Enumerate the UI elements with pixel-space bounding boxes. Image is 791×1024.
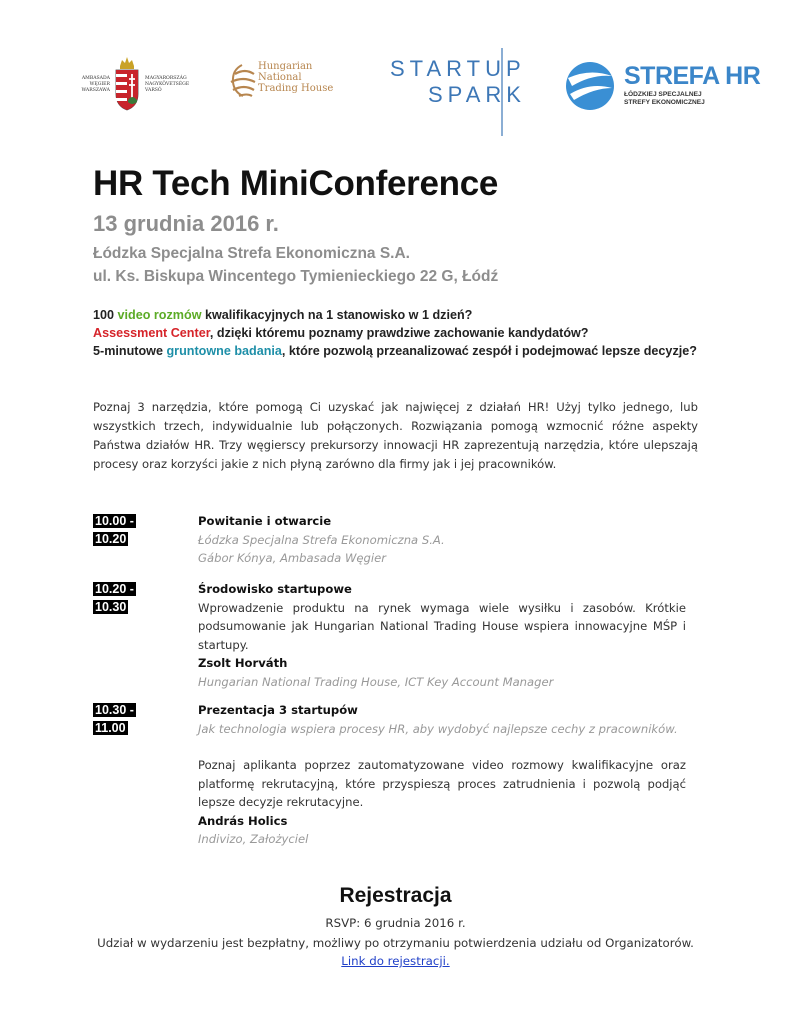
agenda-speaker-role: Indivizo, Założyciel: [198, 832, 309, 846]
strefa-hr-logo: [564, 58, 764, 118]
agenda-item: [198, 580, 686, 691]
logo-strip: [70, 44, 770, 139]
agenda-speaker-role: Hungarian National Trading House, ICT Key Account Manager: [198, 674, 554, 689]
time-end: 10.30: [95, 600, 127, 614]
question-3: [93, 342, 703, 360]
question-2: [93, 324, 703, 342]
strefa-sub-line: STREFY EKONOMICZNEJ: [624, 98, 705, 106]
agenda-time: [93, 512, 143, 548]
registration-rsvp: RSVP: 6 grudnia 2016 r.: [325, 916, 466, 930]
hungarian-national-trading-house-logo: [227, 58, 347, 108]
q1-prefix: 100: [93, 308, 118, 322]
hungarian-coat-of-arms-icon: [112, 54, 142, 112]
q2-suffix: , dzięki któremu poznamy prawdziwe zachowanie kandydatów?: [209, 326, 589, 340]
time-start: 10.30 -: [95, 703, 134, 717]
event-date: 13 grudnia 2016 r.: [93, 211, 279, 236]
q3-prefix: 5-minutowe: [93, 344, 167, 358]
question-1: [93, 306, 703, 324]
registration-link[interactable]: Link do rejestracji.: [341, 954, 450, 968]
embassy-logo-text-hu: MAGYARORSZÁG NAGYKÖVETSÉGE VARSÓ: [145, 76, 190, 93]
page-title: HR Tech MiniConference: [93, 164, 499, 203]
embassy-logo: [76, 50, 201, 120]
globe-icon: [227, 62, 257, 100]
agenda-speaker: Zsolt Horváth: [198, 656, 288, 670]
strefa-logo-sub: [624, 91, 705, 106]
hnth-line: Trading House: [258, 83, 334, 94]
embassy-logo-text-pl: AMBASADA WĘGIER WARSZAWA: [81, 76, 110, 93]
agenda-description: Poznaj aplikanta poprzez zautomatyzowane video rozmowy kwalifikacyjne oraz platformę rekrutacyjną, które przyspieszą proces zatrudnienia i pozwolą podjąć lepsze decyzje rekrutacyjne.: [198, 758, 686, 809]
strefa-logo-name: STREFA HR: [624, 62, 761, 90]
q3-highlight: gruntowne badania: [166, 344, 282, 358]
time-start: 10.20 -: [95, 582, 134, 596]
spark-line-icon: [492, 48, 512, 138]
agenda-item: [198, 701, 686, 849]
startup-spark-logo: [388, 48, 528, 138]
spark-logo-line1: STARTUP: [390, 56, 526, 81]
q2-highlight: Assessment Center: [93, 326, 210, 340]
registration-link-row: [0, 954, 791, 968]
agenda-speaker: András Holics: [198, 813, 288, 828]
time-end: 10.20: [95, 532, 127, 546]
agenda-item: [198, 512, 686, 568]
agenda-subtitle: Jak technologia wspiera procesy HR, aby wydobyć najlepsze cechy z pracowników.: [198, 721, 678, 736]
agenda-organizer: Łódzka Specjalna Strefa Ekonomiczna S.A.: [198, 532, 445, 547]
q1-highlight: video rozmów: [117, 308, 202, 322]
agenda-title: Prezentacja 3 startupów: [198, 703, 358, 717]
q3-suffix: , które pozwolą przeanalizować zespół i podejmować lepsze decyzje?: [281, 344, 697, 358]
key-questions: [93, 306, 703, 360]
hnth-logo-text: [258, 61, 333, 94]
time-start: 10.00 -: [95, 514, 134, 528]
agenda-speaker-line: Gábor Kónya, Ambasada Węgier: [198, 551, 387, 565]
registration-title: Rejestracja: [339, 884, 452, 907]
venue-address: ul. Ks. Biskupa Wincentego Tymienieckiego 22 G, Łódź: [93, 268, 499, 285]
q1-suffix: kwalifikacyjnych na 1 stanowisko w 1 dzień?: [201, 308, 473, 322]
agenda-time: [93, 701, 143, 737]
agenda-title: Powitanie i otwarcie: [198, 514, 332, 528]
strefa-sub-line: ŁÓDZKIEJ SPECJALNEJ: [624, 91, 702, 98]
registration-info: Udział w wydarzeniu jest bezpłatny, możliwy po otrzymaniu potwierdzenia udziału od Organizatorów.: [97, 936, 694, 950]
spark-logo-line2: SPARK: [428, 82, 526, 107]
agenda-title: Środowisko startupowe: [198, 582, 352, 596]
agenda-time: [93, 580, 143, 616]
time-end: 11.00: [95, 721, 126, 735]
intro-paragraph: Poznaj 3 narzędzia, które pomogą Ci uzyskać jak najwięcej z działań HR! Użyj tylko jednego, lub wszystkich trzech, indywidualnie lub połączonych. Rozwiązania pomogą wzmocnić różne aspekty Państwa działów HR. Trzy węgierscy prekursorzy innowacji HR zaprezentują narzędzia, które ulepszają procesy oraz korzyści jakie z nich płyną zarówno dla firmy jak i jej pracowników.: [93, 400, 698, 471]
hnth-line: National: [258, 72, 302, 83]
hnth-line: Hungarian: [258, 61, 313, 72]
agenda-description: Wprowadzenie produktu na rynek wymaga wiele wysiłku i zasobów. Krótkie podsumowanie jak Hungarian National Trading House wspiera innowacyjne MŚP i startupy.: [198, 600, 686, 652]
strefa-globe-icon: [564, 60, 616, 112]
venue-name: Łódzka Specjalna Strefa Ekonomiczna S.A.: [93, 245, 410, 262]
